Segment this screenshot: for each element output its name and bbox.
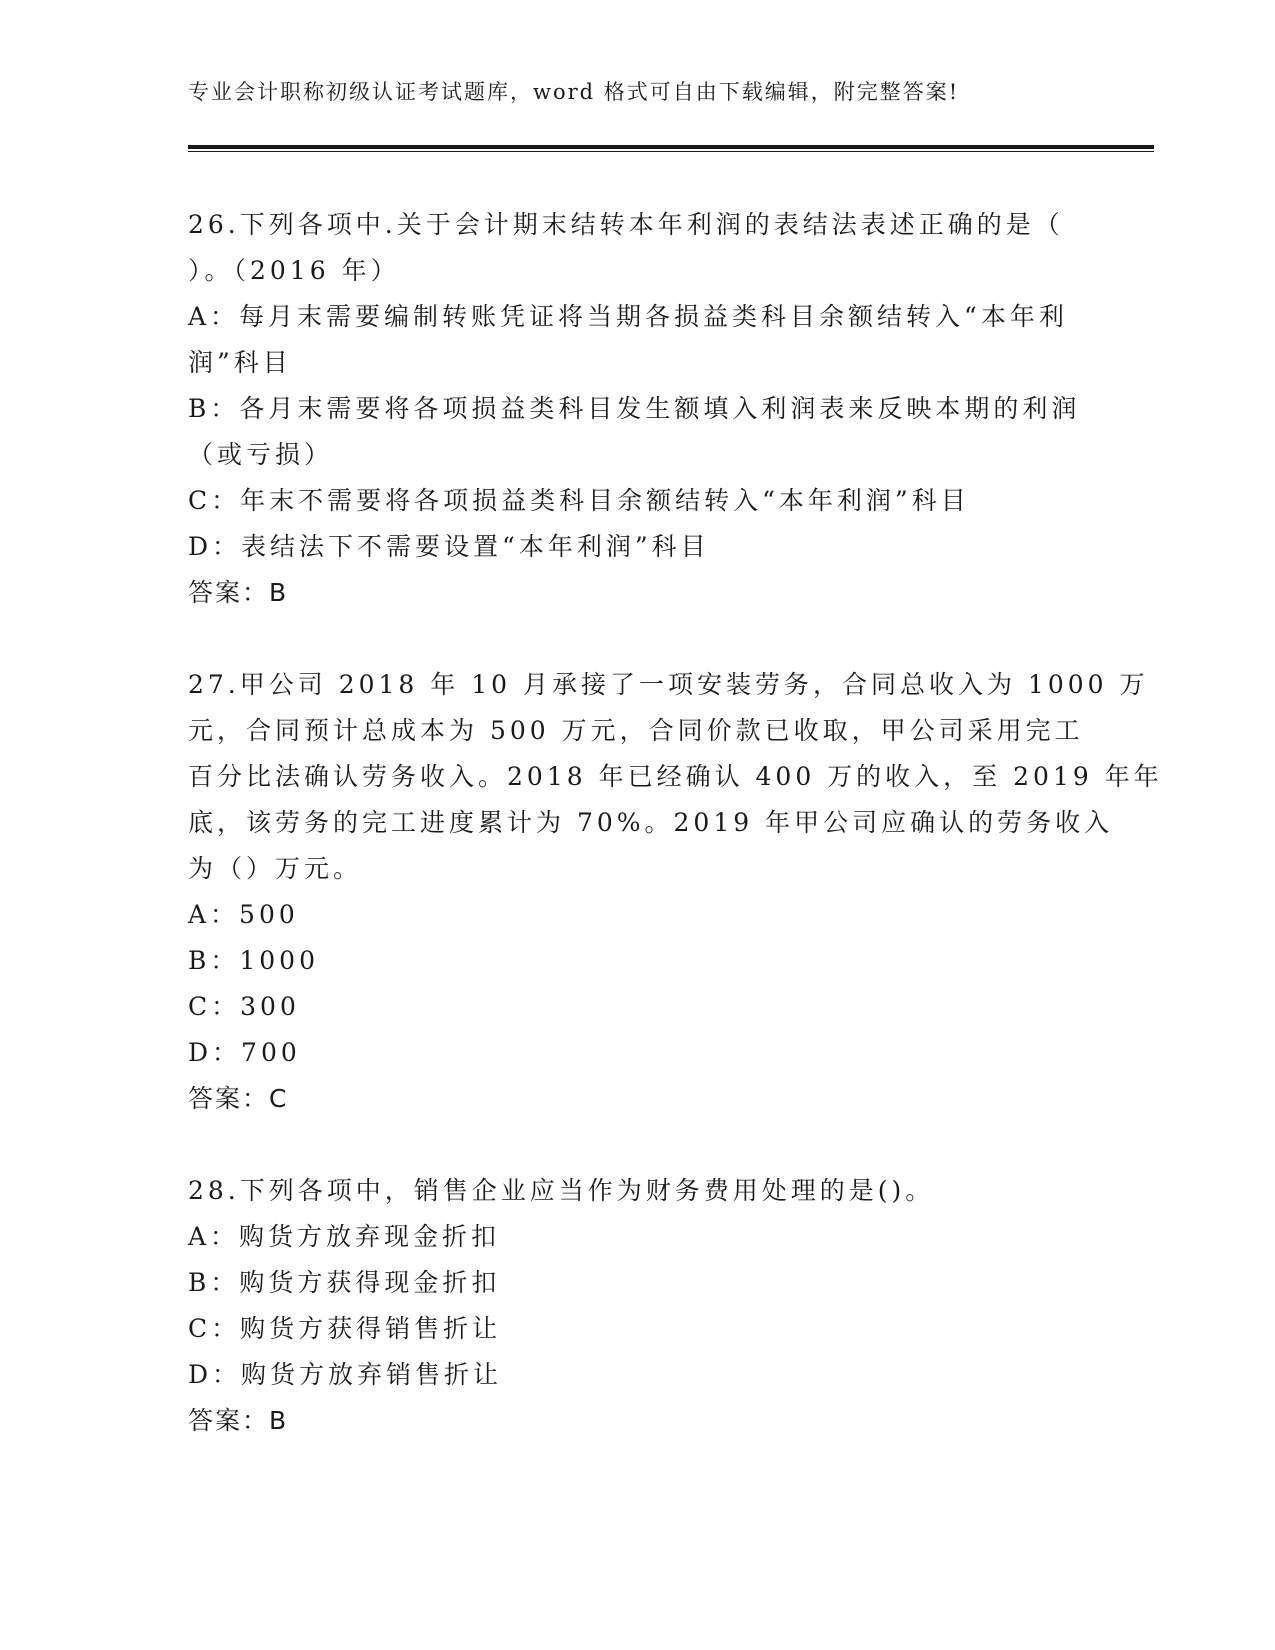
header-rule-thin bbox=[188, 151, 1154, 152]
question-stem-line: 28.下列各项中，销售企业应当作为财务费用处理的是()。 bbox=[188, 1176, 935, 1205]
option-a: A：购货方放弃现金折扣 bbox=[188, 1222, 501, 1251]
question-27 bbox=[188, 662, 1163, 1122]
option-b-continued: （或亏损） bbox=[188, 440, 334, 469]
option-b: B：1000 bbox=[188, 946, 319, 975]
option-b: B：各月末需要将各项损益类科目发生额填入利润表来反映本期的利润 bbox=[188, 394, 1081, 423]
option-d: D：700 bbox=[188, 1038, 301, 1067]
question-stem-line: ）。（2016 年） bbox=[188, 256, 400, 285]
answer: 答案：C bbox=[188, 1084, 289, 1113]
page-header: 专业会计职称初级认证考试题库，word 格式可自由下载编辑，附完整答案! bbox=[188, 80, 960, 104]
question-26 bbox=[188, 202, 1088, 616]
question-stem-line: 元，合同预计总成本为 500 万元，合同价款已收取，甲公司采用完工 bbox=[188, 716, 1084, 745]
option-a: A：每月末需要编制转账凭证将当期各损益类科目余额结转入“本年利 bbox=[188, 302, 1068, 331]
question-list bbox=[188, 202, 1163, 1490]
option-d: D：购货方放弃销售折让 bbox=[188, 1360, 503, 1389]
question-stem-line: 为（）万元。 bbox=[188, 854, 363, 883]
option-c: C：年末不需要将各项损益类科目余额结转入“本年利润”科目 bbox=[188, 486, 970, 515]
question-stem-line: 百分比法确认劳务收入。2018 年已经确认 400 万的收入，至 2019 年年 bbox=[188, 762, 1163, 791]
question-stem-line: 26.下列各项中.关于会计期末结转本年利润的表结法表述正确的是（ bbox=[188, 210, 1064, 239]
option-b: B：购货方获得现金折扣 bbox=[188, 1268, 501, 1297]
option-c: C：购货方获得销售折让 bbox=[188, 1314, 502, 1343]
option-d: D：表结法下不需要设置“本年利润”科目 bbox=[188, 532, 710, 561]
option-a-continued: 润”科目 bbox=[188, 348, 292, 377]
question-28 bbox=[188, 1168, 1088, 1444]
answer: 答案：B bbox=[188, 1406, 289, 1435]
option-c: C：300 bbox=[188, 992, 300, 1021]
header-rule-thick bbox=[188, 145, 1154, 149]
question-stem-line: 27.甲公司 2018 年 10 月承接了一项安装劳务，合同总收入为 1000 万 bbox=[188, 670, 1149, 699]
question-stem-line: 底，该劳务的完工进度累计为 70%。2019 年甲公司应确认的劳务收入 bbox=[188, 808, 1114, 837]
option-a: A：500 bbox=[188, 900, 299, 929]
answer: 答案：B bbox=[188, 578, 289, 607]
